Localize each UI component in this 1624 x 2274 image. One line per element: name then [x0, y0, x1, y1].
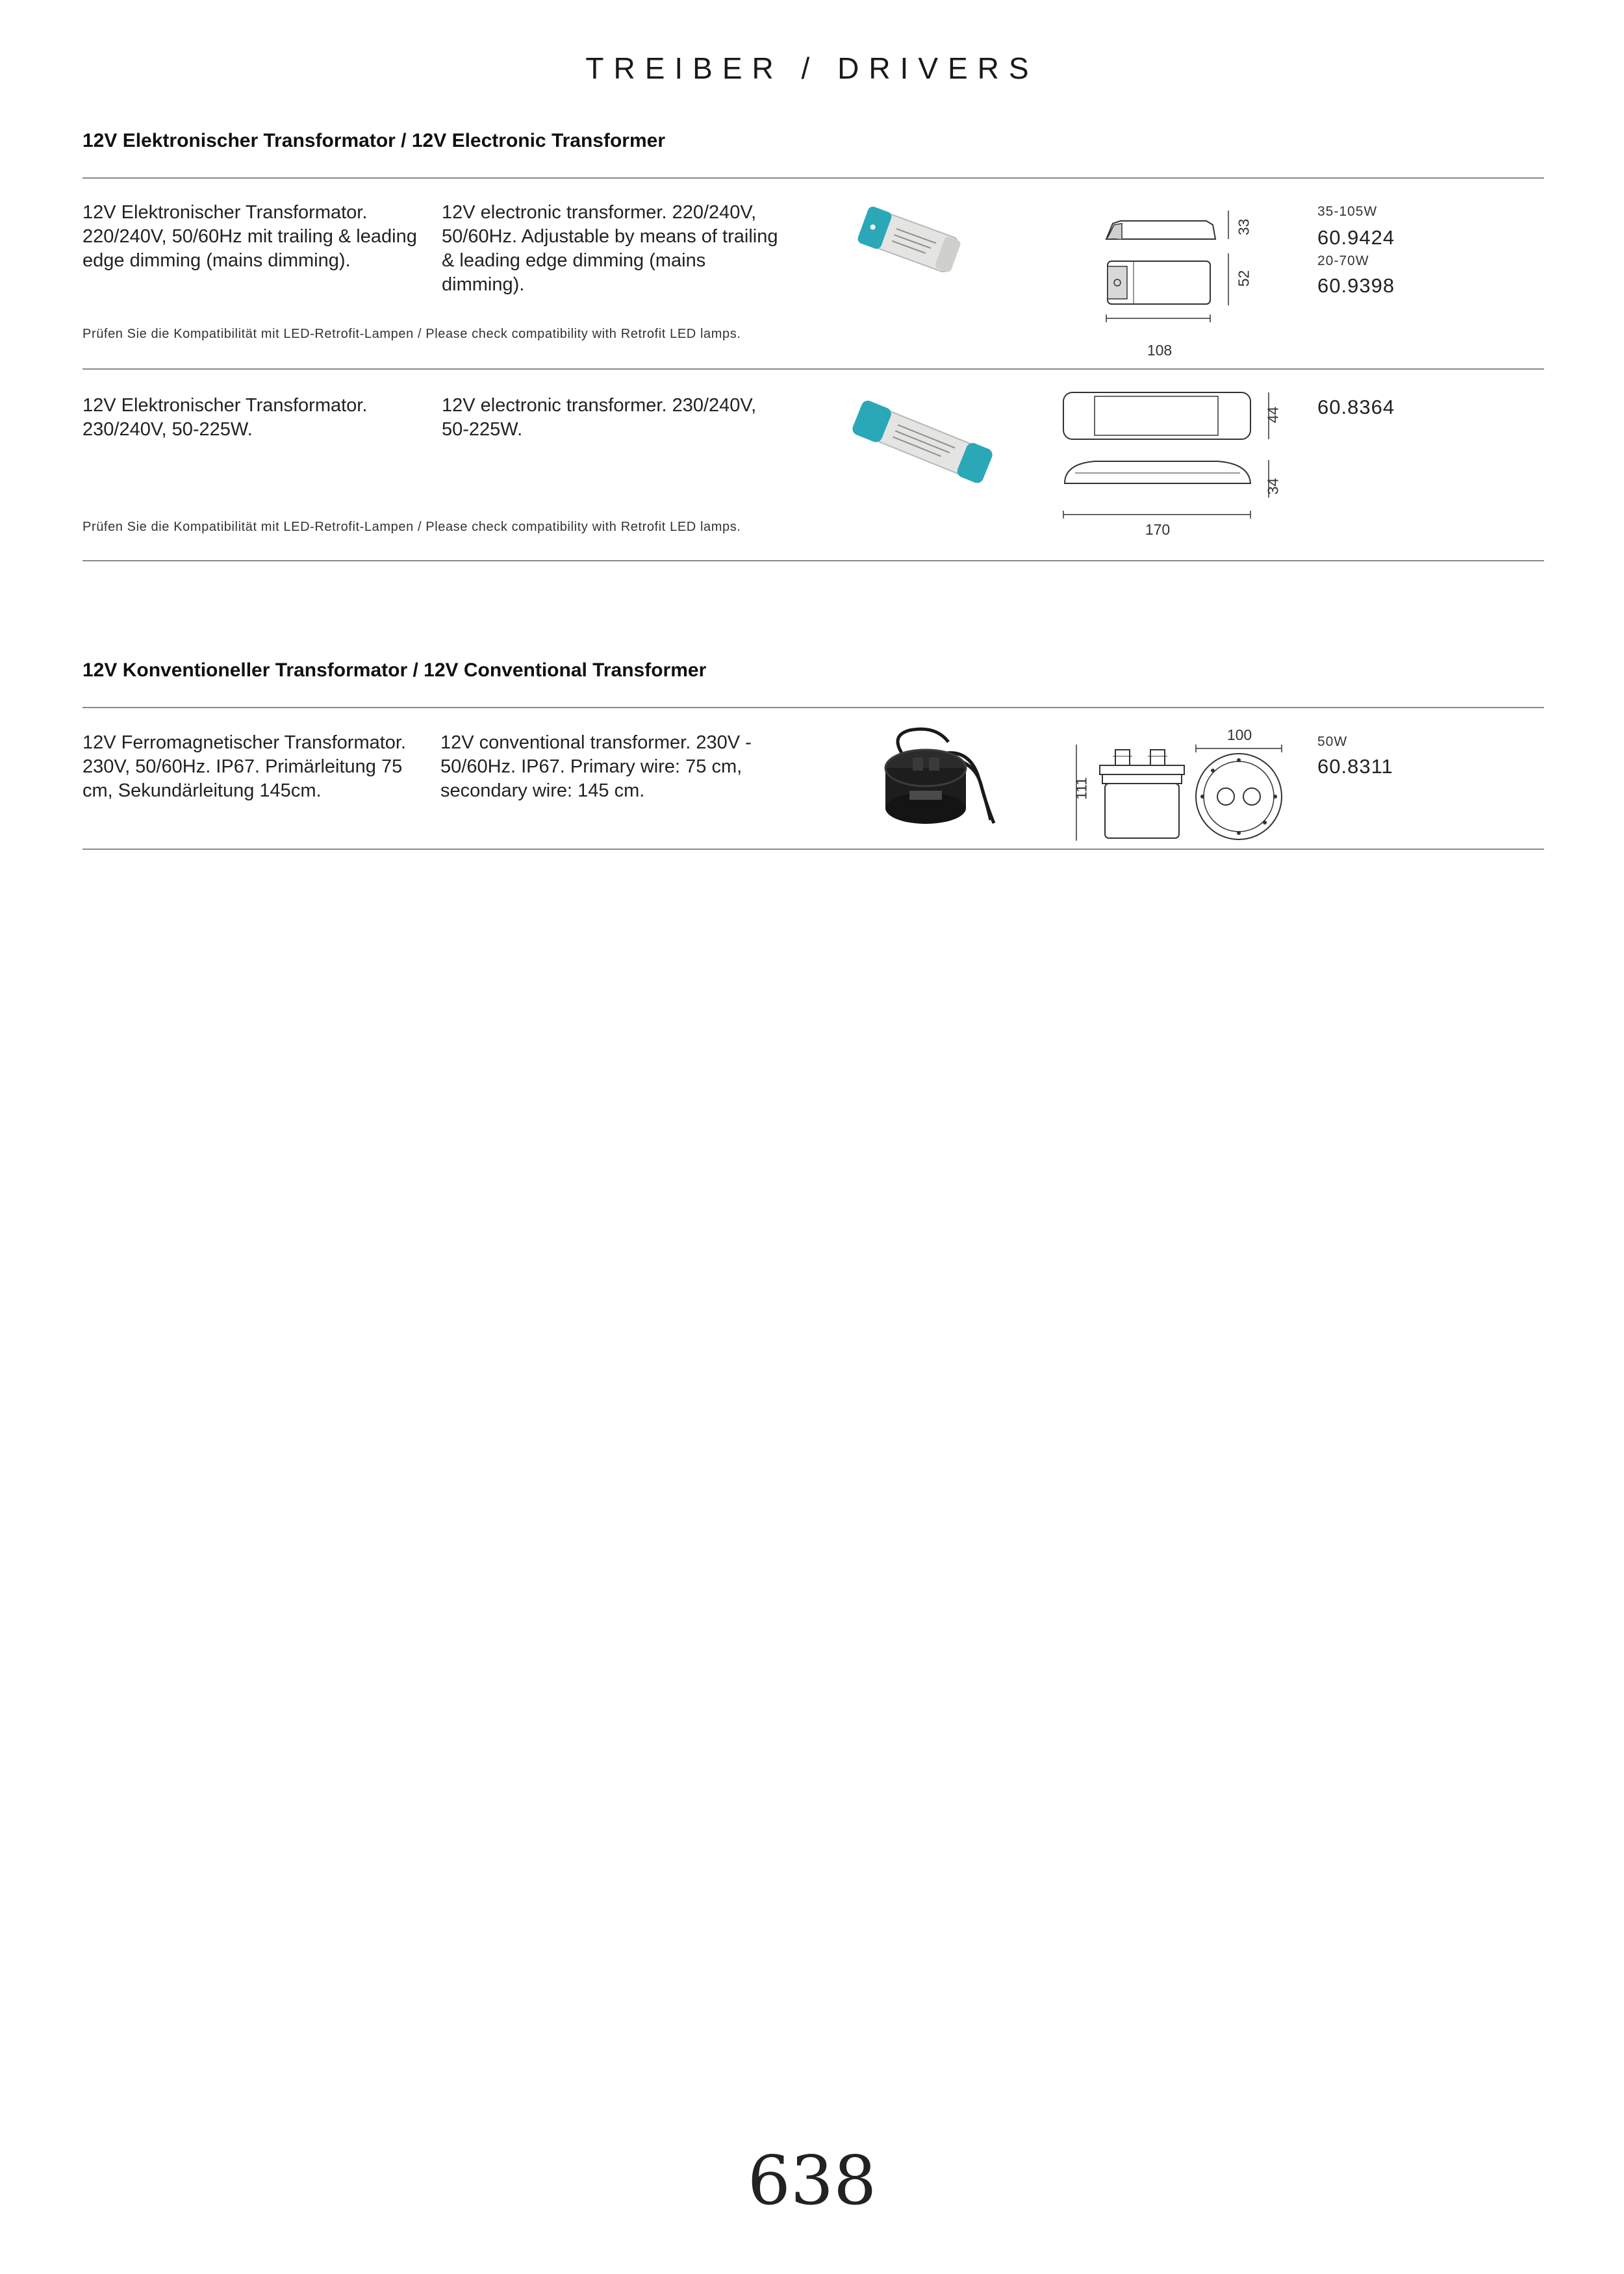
wattage: 20-70W: [1317, 253, 1369, 268]
section-title-conventional: 12V Konventioneller Transformator / 12V Conventional Transformer: [82, 659, 707, 681]
description-german: 12V Ferromagnetischer Transformator. 230V, 50/60Hz. IP67. Primärleitung 75 cm, Sekundärleitung 145cm.: [82, 732, 407, 801]
section-title-electronic: 12V Elektronischer Transformator / 12V Electronic Transformer: [82, 130, 666, 151]
divider: [82, 560, 1544, 561]
dimension-width: 52: [1235, 270, 1252, 287]
divider: [82, 177, 1544, 179]
compatibility-note: Prüfen Sie die Kompatibilität mit LED-Retrofit-Lampen / Please check compatibility with Retrofit LED lamps.: [82, 520, 741, 534]
product-code: 60.8364: [1317, 396, 1395, 418]
product-code: 60.9424: [1317, 226, 1395, 249]
technical-drawing-60-8311: [1062, 726, 1296, 850]
description-german: 12V Elektronischer Transformator. 220/240V, 50/60Hz mit trailing & leading edge dimming (mains dimming).: [82, 202, 417, 271]
page-title: TREIBER / DRIVERS: [585, 51, 1039, 85]
product-photo-transformer-small: [844, 195, 974, 286]
divider: [82, 368, 1544, 370]
dimension-diameter: 100: [1226, 726, 1252, 743]
description-english: 12V electronic transformer. 230/240V, 50-225W.: [442, 395, 757, 440]
product-photo-ferromagnetic-transformer: [864, 722, 1000, 833]
description-english: 12V conventional transformer. 230V - 50/60Hz. IP67. Primary wire: 75 cm, secondary wire: 145 cm.: [440, 732, 752, 801]
compatibility-note: Prüfen Sie die Kompatibilität mit LED-Retrofit-Lampen / Please check compatibility with Retrofit LED lamps.: [82, 327, 741, 341]
dimension-width: 44: [1264, 406, 1282, 424]
dimension-height: 34: [1264, 478, 1282, 495]
product-photo-transformer-long: [838, 390, 1007, 494]
description-german: 12V Elektronischer Transformator. 230/240V, 50-225W.: [82, 395, 368, 440]
description-english: 12V electronic transformer. 220/240V, 50/60Hz. Adjustable by means of trailing & leading edge dimming (mains dimming).: [442, 202, 778, 295]
wattage: 35-105W: [1317, 204, 1378, 219]
wattage: 50W: [1317, 734, 1348, 749]
divider: [82, 707, 1544, 708]
dimension-height: 111: [1072, 777, 1090, 800]
dimension-length: 108: [1147, 342, 1173, 359]
product-code: 60.8311: [1317, 755, 1393, 778]
dimension-height: 33: [1235, 218, 1252, 236]
dimension-length: 170: [1145, 521, 1171, 538]
divider: [82, 849, 1544, 850]
technical-drawing-60-8364: [1056, 387, 1289, 537]
product-code: 60.9398: [1317, 274, 1395, 297]
page-number: 638: [747, 2141, 877, 2220]
technical-drawing-60-9424: [1095, 201, 1250, 331]
